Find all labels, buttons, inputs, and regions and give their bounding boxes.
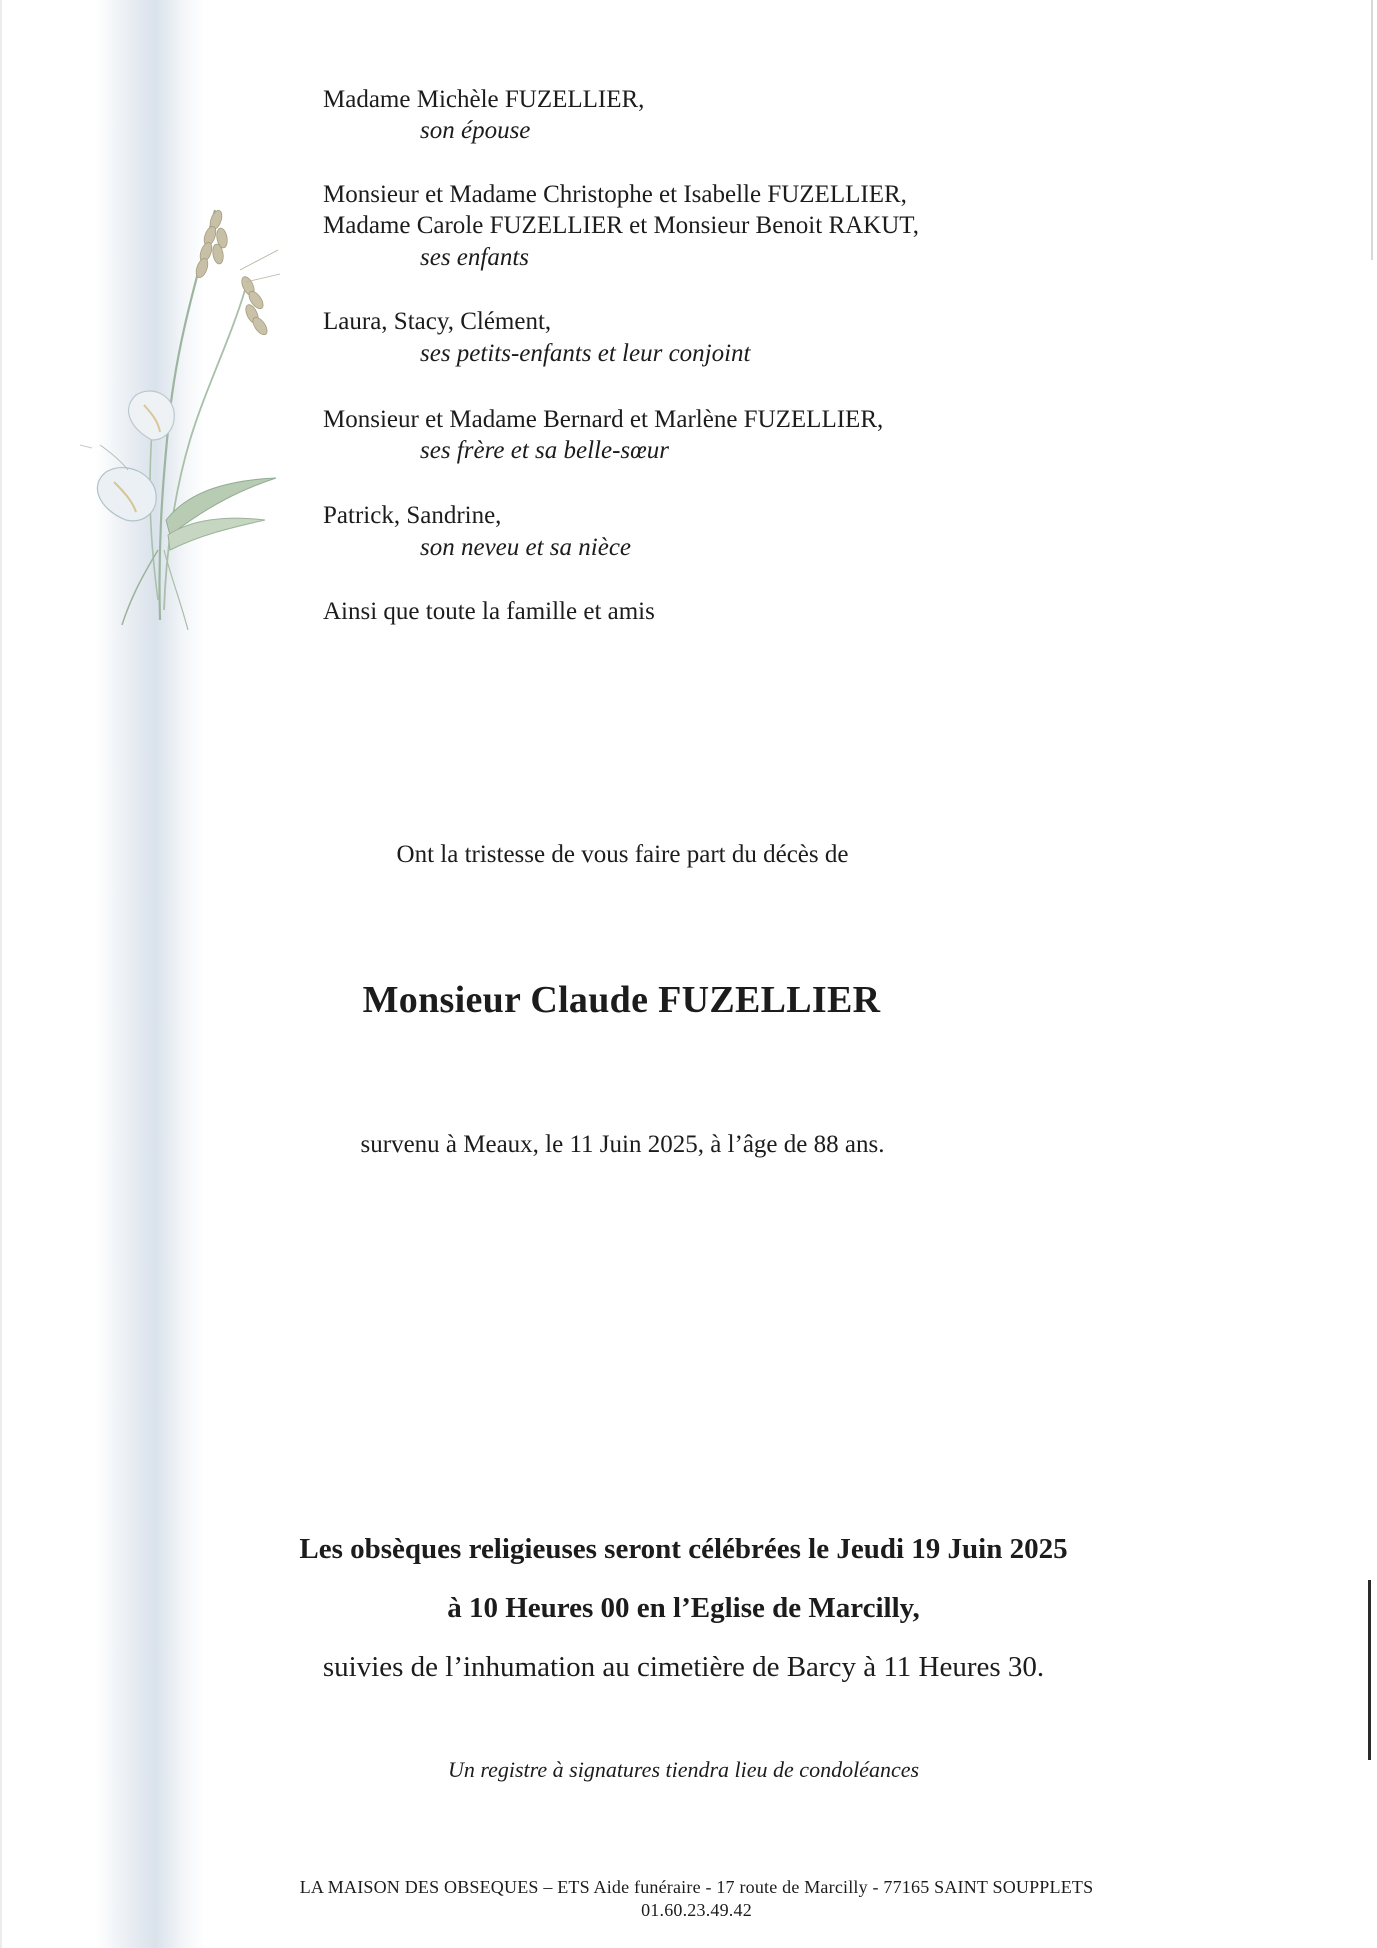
- ceremony-line-1: Les obsèques religieuses seront célébrées le Jeudi 19 Juin 2025: [299, 1533, 1068, 1565]
- family-name-line: Monsieur et Madame Christophe et Isabelle FUZELLIER,: [323, 181, 907, 208]
- registry-note: Un registre à signatures tiendra lieu de condoléances: [447, 1757, 920, 1782]
- calla-lily-wheat-illustration: [40, 190, 280, 630]
- family-closing: Ainsi que toute la famille et amis: [323, 598, 655, 625]
- death-details: survenu à Meaux, le 11 Juin 2025, à l’âge de 88 ans.: [360, 1131, 885, 1158]
- family-relation: son neveu et sa nièce: [420, 534, 632, 561]
- deceased-name: Monsieur Claude FUZELLIER: [362, 979, 881, 1021]
- ceremony-line-3: suivies de l’inhumation au cimetière de Barcy à 11 Heures 30.: [322, 1651, 1045, 1683]
- family-name-line: Patrick, Sandrine,: [323, 502, 502, 529]
- family-relation: ses enfants: [420, 244, 530, 271]
- announcement-text: Ont la tristesse de vous faire part du décès de: [396, 841, 849, 868]
- family-relation: ses petits-enfants et leur conjoint: [420, 340, 751, 367]
- family-name-line: Monsieur et Madame Bernard et Marlène FUZELLIER,: [323, 406, 884, 433]
- family-name-line: Laura, Stacy, Clément,: [323, 308, 552, 335]
- family-name-line: Madame Michèle FUZELLIER,: [323, 86, 645, 113]
- footer-company: LA MAISON DES OBSEQUES – ETS Aide funéraire - 17 route de Marcilly - 77165 SAINT SOUPPLETS: [299, 1877, 1094, 1897]
- family-relation: ses frère et sa belle-sœur: [420, 437, 670, 464]
- footer-phone: 01.60.23.49.42: [641, 1900, 752, 1920]
- ceremony-line-2: à 10 Heures 00 en l’Eglise de Marcilly,: [447, 1592, 920, 1624]
- family-relation: son épouse: [420, 117, 531, 144]
- family-name-line: Madame Carole FUZELLIER et Monsieur Benoit RAKUT,: [323, 212, 919, 239]
- scan-right-edge-top: [1371, 0, 1373, 260]
